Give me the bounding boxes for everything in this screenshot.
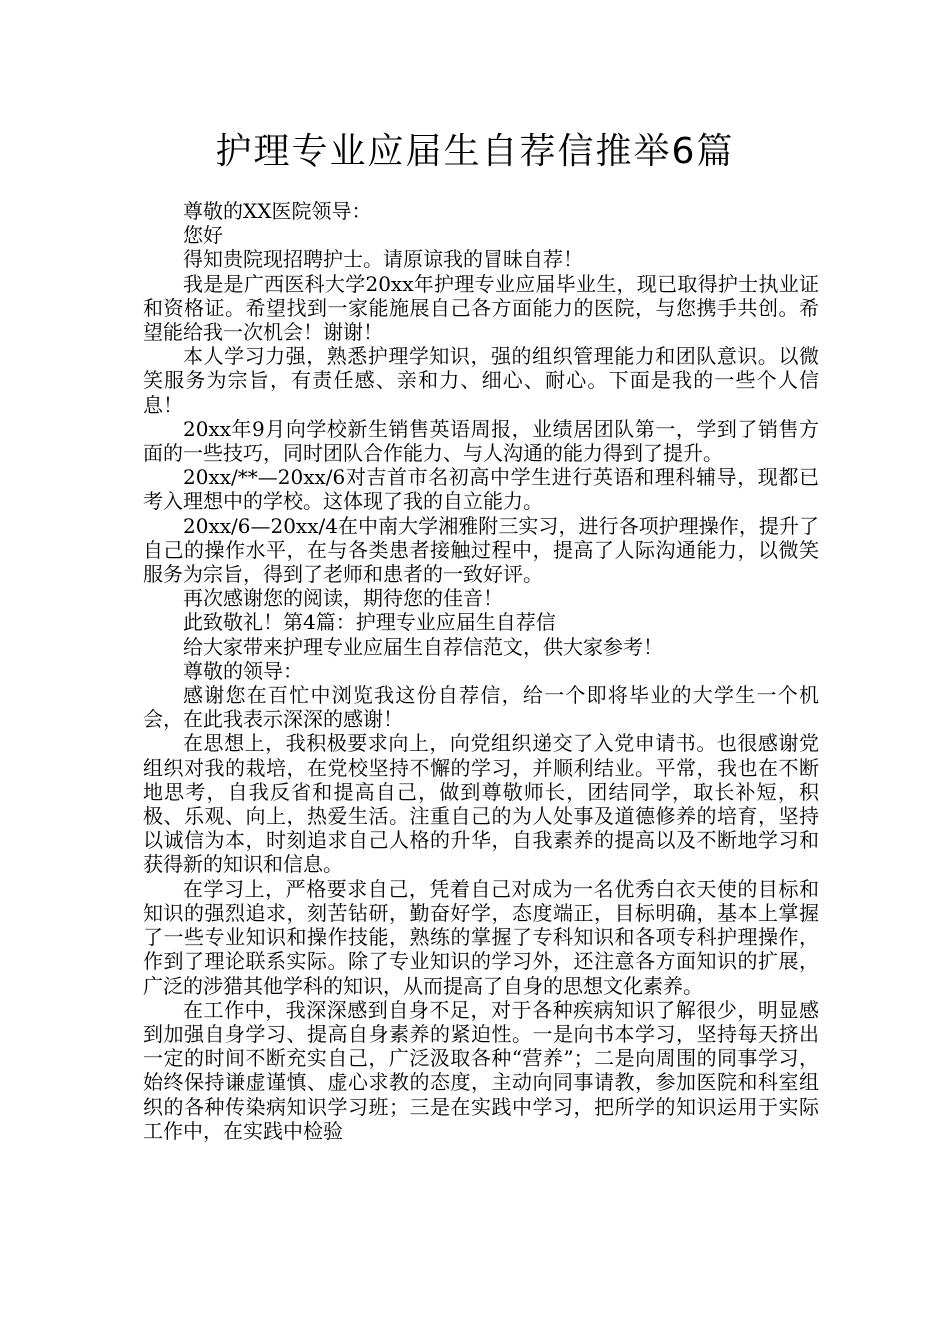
paragraph: 在思想上，我积极要求向上，向党组织递交了入党申请书。也很感谢党组织对我的栽培，在党校坚持不懈的学习，并顺利结业。平常，我也在不断地思考，自我反省和提高自己，做到尊敬师长，团结同学，取长补短，积极、乐观、向上，热爱生活。注重自己的为人处事及道德修养的培育，坚持以诚信为本，时刻追求自己人格的升华，自我素养的提高以及不断地学习和获得新的知识和信息。 [143, 731, 819, 877]
paragraph: 我是是广西医科大学20xx年护理专业应届毕业生，现已取得护士执业证和资格证。希望找到一家能施展自己各方面能力的医院，与您携手共创。希望能给我一次机会！谢谢！ [143, 271, 819, 345]
paragraph: 在学习上，严格要求自己，凭着自己对成为一名优秀白衣天使的目标和知识的强烈追求，刻苦钻研，勤奋好学，态度端正，目标明确，基本上掌握了一些专业知识和操作技能，熟练的掌握了专科知识和各项专科护理操作，作到了理论联系实际。除了专业知识的学习外，还注意各方面知识的扩展，广泛的涉猎其他学科的知识，从而提高了自身的思想文化素养。 [143, 876, 819, 998]
paragraph: 得知贵院现招聘护士。请原谅我的冒昧自荐！ [183, 247, 583, 272]
paragraph: 20xx/6—20xx/4在中南大学湘雅附三实习，进行各项护理操作，提升了自己的操作水平，在与各类患者接触过程中，提高了人际沟通能力，以微笑服务为宗旨，得到了老师和患者的一致好评。 [143, 513, 819, 587]
paragraph: 感谢您在百忙中浏览我这份自荐信，给一个即将毕业的大学生一个机会，在此我表示深深的感谢！ [143, 683, 819, 732]
paragraph: 尊敬的领导： [183, 658, 303, 683]
paragraph: 再次感谢您的阅读，期待您的佳音！ [183, 586, 503, 611]
paragraph: 20xx年9月向学校新生销售英语周报，业绩居团队第一，学到了销售方面的一些技巧，同时团队合作能力、与人沟通的能力得到了提升。 [143, 416, 819, 466]
document-body [143, 199, 819, 1143]
paragraph: 尊敬的XX医院领导： [183, 199, 372, 223]
paragraph: 在工作中，我深深感到自身不足，对于各种疾病知识了解很少，明显感到加强自身学习、提高自身素养的紧迫性。一是向书本学习，坚持每天挤出一定的时间不断充实自己，广泛汲取各种“营养”；二是向周围的同事学习，始终保持谦虚谨慎、虚心求教的态度，主动向同事请教，参加医院和科室组织的各种传染病知识学习班；三是在实践中学习，把所学的知识运用于实际工作中，在实践中检验 [143, 997, 819, 1143]
document-title: 护理专业应届生自荐信推举6篇 [215, 131, 735, 172]
paragraph: 本人学习力强，熟悉护理学知识，强的组织管理能力和团队意识。以微笑服务为宗旨，有责任感、亲和力、细心、耐心。下面是我的一些个人信息！ [143, 344, 819, 417]
paragraph: 此致敬礼！第4篇：护理专业应届生自荐信 [183, 610, 556, 635]
paragraph: 给大家带来护理专业应届生自荐信范文，供大家参考！ [183, 634, 663, 659]
paragraph: 20xx/**—20xx/6对吉首市名初高中学生进行英语和理科辅导，现都已考入理想中的学校。这体现了我的自立能力。 [143, 465, 819, 514]
paragraph: 您好 [183, 223, 223, 248]
